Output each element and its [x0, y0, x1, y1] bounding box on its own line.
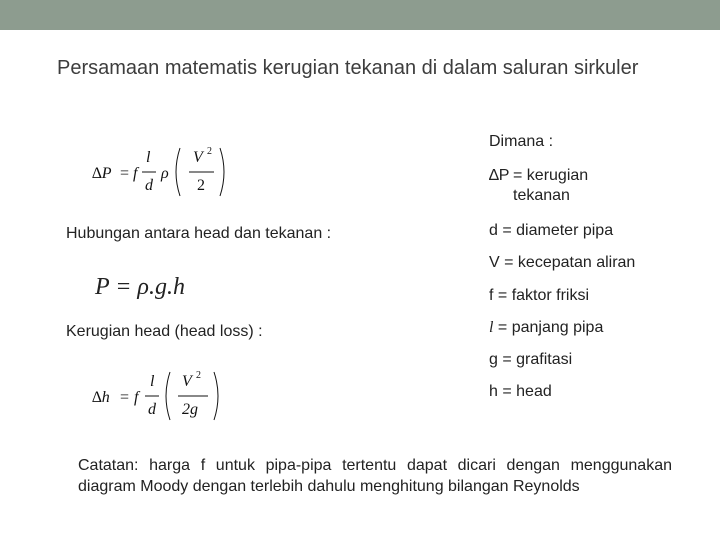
svg-text:2: 2: [197, 177, 205, 194]
definitions-heading: Dimana :: [489, 133, 554, 150]
label-head-loss: Kerugian head (head loss) :: [66, 323, 263, 340]
header-bar: [0, 0, 720, 30]
svg-text:V: V: [193, 149, 203, 166]
note-text: Catatan: harga f untuk pipa-pipa tertentu dapat dicari dengan menggunakan diagram Moody dengan terlebih dahulu menghitung bilangan Reynolds: [78, 457, 672, 495]
label-head-pressure: Hubungan antara head dan tekanan :: [66, 225, 332, 242]
eq1-lhs: ∆P: [92, 165, 112, 182]
definition-d: d = diameter pipa: [489, 222, 614, 239]
definition-v: V = kecepatan aliran: [489, 254, 636, 271]
equation-head-loss: [90, 366, 240, 430]
slide-title: Persamaan matematis kerugian tekanan di dalam saluran sirkuler: [57, 57, 639, 79]
definition-delta-p: ∆P = kerugian tekanan: [489, 167, 589, 204]
svg-text:2: 2: [196, 370, 201, 381]
svg-text:l: l: [150, 373, 155, 390]
definition-f: f = faktor friksi: [489, 287, 590, 304]
svg-text:d: d: [145, 177, 153, 194]
svg-text:V: V: [182, 373, 192, 390]
definition-h: h = head: [489, 383, 552, 400]
svg-text:2g: 2g: [182, 401, 198, 418]
svg-text:=: =: [120, 165, 130, 182]
definition-g: g = grafitasi: [489, 351, 573, 368]
svg-text:=: =: [120, 389, 130, 406]
definition-l: l = panjang pipa: [489, 319, 604, 336]
equation-pressure-loss: [90, 140, 240, 204]
eq3-lhs: ∆h: [92, 389, 110, 406]
svg-text:2: 2: [207, 146, 212, 157]
equation-pressure-head: P = ρ.g.h: [95, 274, 185, 300]
svg-text:d: d: [148, 401, 156, 418]
svg-text:f: f: [133, 165, 138, 182]
svg-text:f: f: [134, 389, 139, 406]
svg-text:l: l: [146, 149, 151, 166]
svg-text:ρ: ρ: [161, 165, 169, 182]
